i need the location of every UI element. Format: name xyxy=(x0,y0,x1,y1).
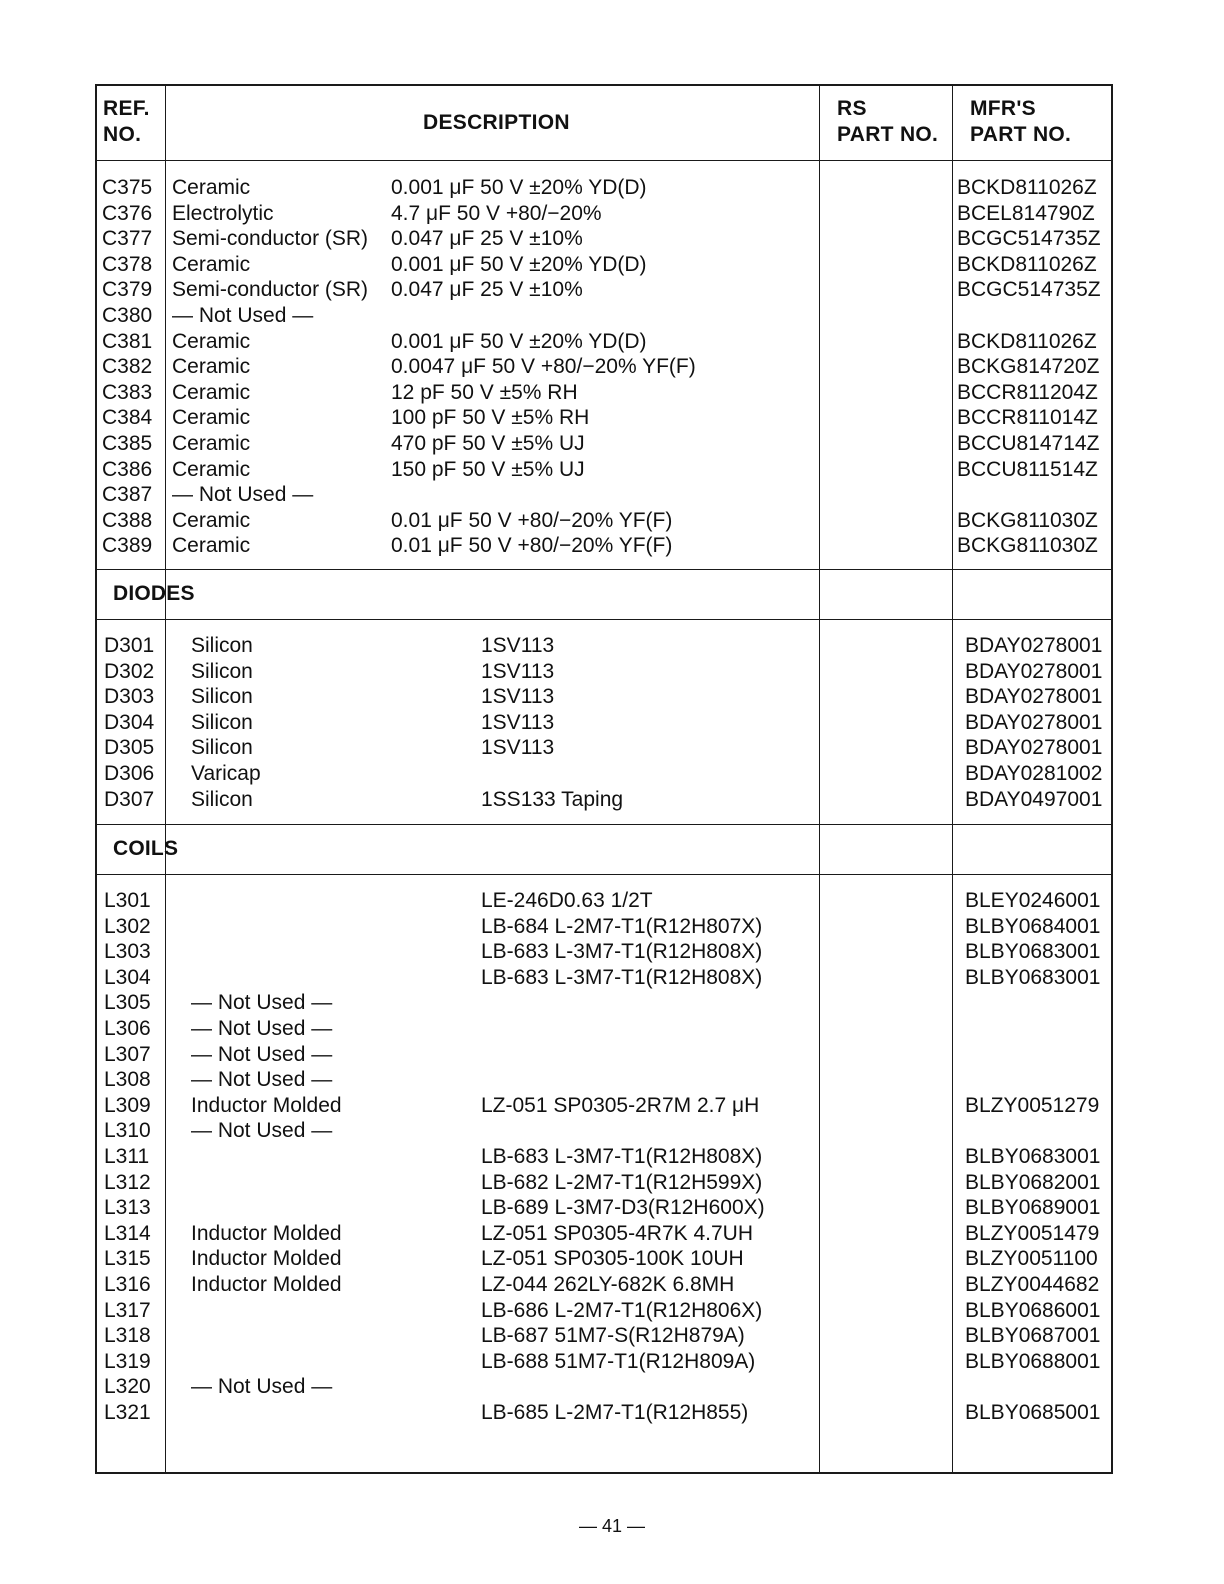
coil-row xyxy=(97,1349,1111,1375)
value: LB-686 L-2M7-T1(R12H806X) xyxy=(481,1298,763,1322)
coil-row xyxy=(97,1400,1111,1426)
capacitor-row xyxy=(97,457,1111,483)
mfr-part-no: BLBY0683001 xyxy=(965,965,1101,989)
coil-row xyxy=(97,1374,1111,1400)
ref-no: L301 xyxy=(104,889,151,912)
mfr-part-no: BDAY0497001 xyxy=(965,787,1103,811)
coils-top-divider xyxy=(97,824,1111,825)
ref-no: C382 xyxy=(102,355,153,379)
mfr-part-no: BCCU814714Z xyxy=(957,431,1100,455)
value: 0.001 μF 50 V ±20% YD(D) xyxy=(391,176,647,199)
mfr-part-no: BLBY0683001 xyxy=(965,940,1101,964)
ref-no: C377 xyxy=(102,227,153,251)
value: 150 pF 50 V ±5% UJ xyxy=(391,457,585,481)
mfr-part-no: BLBY0682001 xyxy=(965,1170,1101,1194)
ref-no: C381 xyxy=(102,329,153,353)
ref-no: C383 xyxy=(102,380,153,404)
capacitor-row xyxy=(97,252,1111,278)
diodes-bottom-divider xyxy=(97,619,1111,620)
ref-no: L305 xyxy=(104,991,151,1015)
coil-rows xyxy=(97,888,1111,1425)
diodes-top-divider xyxy=(97,569,1111,570)
header-description: DESCRIPTION xyxy=(423,111,570,134)
diode-row xyxy=(97,710,1111,736)
mfr-part-no: BDAY0278001 xyxy=(965,659,1103,683)
ref-no: L309 xyxy=(104,1093,151,1117)
description: Ceramic xyxy=(172,176,251,199)
capacitor-row xyxy=(97,329,1111,355)
header-divider xyxy=(97,160,1111,161)
ref-no: D303 xyxy=(104,685,155,709)
ref-no: L308 xyxy=(104,1068,151,1092)
ref-no: L311 xyxy=(104,1144,150,1168)
mfr-part-no: BCKD811026Z xyxy=(957,252,1097,276)
description: Silicon xyxy=(191,736,253,760)
ref-no: C389 xyxy=(102,534,153,558)
description: Ceramic xyxy=(172,406,251,430)
capacitor-row xyxy=(97,405,1111,431)
ref-no: C379 xyxy=(102,278,153,302)
description: — Not Used — xyxy=(191,1016,333,1040)
description: Silicon xyxy=(191,659,253,683)
coil-row xyxy=(97,1067,1111,1093)
mfr-part-no: BLBY0687001 xyxy=(965,1324,1101,1348)
value: 100 pF 50 V ±5% RH xyxy=(391,406,590,430)
value: LZ-051 SP0305-2R7M 2.7 μH xyxy=(481,1093,760,1117)
ref-no: C386 xyxy=(102,457,153,481)
diode-row xyxy=(97,684,1111,710)
description: Silicon xyxy=(191,685,253,709)
value: 1SV113 xyxy=(481,659,555,683)
coil-row xyxy=(97,1144,1111,1170)
coil-row xyxy=(97,1298,1111,1324)
diode-row xyxy=(97,633,1111,659)
description: — Not Used — xyxy=(191,1375,333,1399)
value: 1SV113 xyxy=(481,736,555,760)
ref-no: L318 xyxy=(104,1324,151,1348)
value: 0.047 μF 25 V ±10% xyxy=(391,227,583,251)
description: Ceramic xyxy=(172,457,251,481)
mfr-part-no: BLZY0044682 xyxy=(965,1272,1100,1296)
value: LB-687 51M7-S(R12H879A) xyxy=(481,1324,745,1348)
ref-no: C387 xyxy=(102,483,153,507)
header-ref-no: REF. NO. xyxy=(103,97,150,146)
description: Silicon xyxy=(191,634,253,657)
coil-row xyxy=(97,1170,1111,1196)
diode-row xyxy=(97,761,1111,787)
ref-no: L319 xyxy=(104,1349,151,1373)
description: Electrolytic xyxy=(172,201,274,225)
mfr-part-no: BLZY0051100 xyxy=(965,1247,1098,1271)
ref-no: C385 xyxy=(102,431,153,455)
value: 0.001 μF 50 V ±20% YD(D) xyxy=(391,252,647,276)
description: — Not Used — xyxy=(191,991,333,1015)
header-mfr-part-no: MFR'S PART NO. xyxy=(970,97,1072,146)
mfr-part-no: BCCR811014Z xyxy=(957,406,1098,430)
capacitor-row xyxy=(97,277,1111,303)
coil-row xyxy=(97,1042,1111,1068)
value: 1SS133 Taping xyxy=(481,787,624,811)
ref-no: L306 xyxy=(104,1016,151,1040)
coil-row xyxy=(97,888,1111,914)
value: 0.047 μF 25 V ±10% xyxy=(391,278,583,302)
capacitor-row xyxy=(97,431,1111,457)
value: LZ-051 SP0305-4R7K 4.7UH xyxy=(481,1221,753,1245)
ref-no: C378 xyxy=(102,252,153,276)
mfr-part-no: BCKG811030Z xyxy=(957,534,1098,558)
value: LB-689 L-3M7-D3(R12H600X) xyxy=(481,1196,765,1220)
ref-no: C380 xyxy=(102,303,153,327)
mfr-part-no: BDAY0278001 xyxy=(965,710,1103,734)
ref-no: L316 xyxy=(104,1272,151,1296)
description: Semi-conductor (SR) xyxy=(172,278,369,302)
value: LB-683 L-3M7-T1(R12H808X) xyxy=(481,965,763,989)
value: LB-683 L-3M7-T1(R12H808X) xyxy=(481,1144,763,1168)
description: Ceramic xyxy=(172,508,251,532)
coil-row xyxy=(97,1272,1111,1298)
mfr-part-no: BCKD811026Z xyxy=(957,176,1097,199)
coil-row xyxy=(97,965,1111,991)
ref-no: C388 xyxy=(102,508,153,532)
description: Ceramic xyxy=(172,534,251,558)
ref-no: L317 xyxy=(104,1298,151,1322)
ref-no: L314 xyxy=(104,1221,151,1245)
coils-bottom-divider xyxy=(97,874,1111,875)
ref-no: C375 xyxy=(102,176,153,199)
description: Inductor Molded xyxy=(191,1221,342,1245)
mfr-part-no: BDAY0281002 xyxy=(965,761,1103,785)
ref-no: L302 xyxy=(104,914,151,938)
mfr-part-no: BLZY0051279 xyxy=(965,1093,1100,1117)
description: Inductor Molded xyxy=(191,1093,342,1117)
description: — Not Used — xyxy=(191,1068,333,1092)
value: 0.01 μF 50 V +80/−20% YF(F) xyxy=(391,534,673,558)
value: 4.7 μF 50 V +80/−20% xyxy=(391,201,602,225)
ref-no: D304 xyxy=(104,710,155,734)
ref-no: L304 xyxy=(104,965,151,989)
value: LB-683 L-3M7-T1(R12H808X) xyxy=(481,940,763,964)
capacitor-row xyxy=(97,533,1111,559)
value: 12 pF 50 V ±5% RH xyxy=(391,380,578,404)
ref-no: D302 xyxy=(104,659,155,683)
coil-row xyxy=(97,1246,1111,1272)
value: LB-688 51M7-T1(R12H809A) xyxy=(481,1349,756,1373)
ref-no: D305 xyxy=(104,736,155,760)
mfr-part-no: BLEY0246001 xyxy=(965,889,1101,912)
ref-no: L310 xyxy=(104,1119,151,1143)
mfr-part-no: BCCU811514Z xyxy=(957,457,1098,481)
mfr-part-no: BCGC514735Z xyxy=(957,278,1101,302)
parts-table xyxy=(95,84,1113,1474)
ref-no: L303 xyxy=(104,940,151,964)
value: 470 pF 50 V ±5% UJ xyxy=(391,431,585,455)
coil-row xyxy=(97,1093,1111,1119)
mfr-part-no: BLBY0688001 xyxy=(965,1349,1101,1373)
description: — Not Used — xyxy=(191,1042,333,1066)
value: 0.001 μF 50 V ±20% YD(D) xyxy=(391,329,647,353)
coil-row xyxy=(97,1118,1111,1144)
mfr-part-no: BDAY0278001 xyxy=(965,736,1103,760)
ref-no: C384 xyxy=(102,406,153,430)
capacitor-row xyxy=(97,380,1111,406)
value: LZ-051 SP0305-100K 10UH xyxy=(481,1247,744,1271)
value: 1SV113 xyxy=(481,710,555,734)
mfr-part-no: BDAY0278001 xyxy=(965,685,1103,709)
coil-row xyxy=(97,1016,1111,1042)
value: LE-246D0.63 1/2T xyxy=(481,889,653,912)
value: 0.01 μF 50 V +80/−20% YF(F) xyxy=(391,508,673,532)
value: 0.0047 μF 50 V +80/−20% YF(F) xyxy=(391,355,696,379)
header-rs-part-no: RS PART NO. xyxy=(837,97,939,146)
description: Varicap xyxy=(191,761,261,785)
value: 1SV113 xyxy=(481,685,555,709)
capacitor-row xyxy=(97,508,1111,534)
ref-no: L312 xyxy=(104,1170,151,1194)
description: Silicon xyxy=(191,787,253,811)
ref-no: L313 xyxy=(104,1196,151,1220)
diode-rows xyxy=(97,633,1111,812)
mfr-part-no: BLBY0685001 xyxy=(965,1400,1101,1424)
capacitor-row xyxy=(97,303,1111,329)
description: — Not Used — xyxy=(172,483,314,507)
coil-row xyxy=(97,990,1111,1016)
ref-no: D306 xyxy=(104,761,155,785)
mfr-part-no: BLZY0051479 xyxy=(965,1221,1100,1245)
diodes-section-title: DIODES xyxy=(113,582,195,605)
description: Silicon xyxy=(191,710,253,734)
value: 1SV113 xyxy=(481,634,555,657)
mfr-part-no: BLBY0689001 xyxy=(965,1196,1101,1220)
value: LB-682 L-2M7-T1(R12H599X) xyxy=(481,1170,763,1194)
mfr-part-no: BCKG811030Z xyxy=(957,508,1098,532)
mfr-part-no: BDAY0278001 xyxy=(965,634,1103,657)
description: Ceramic xyxy=(172,329,251,353)
mfr-part-no: BLBY0683001 xyxy=(965,1144,1101,1168)
mfr-part-no: BLBY0686001 xyxy=(965,1298,1101,1322)
ref-no: L321 xyxy=(104,1400,151,1424)
capacitor-row xyxy=(97,354,1111,380)
coil-row xyxy=(97,1323,1111,1349)
diode-row xyxy=(97,787,1111,813)
mfr-part-no: BLBY0684001 xyxy=(965,914,1101,938)
description: Ceramic xyxy=(172,380,251,404)
page-number: — 41 — xyxy=(578,1516,646,1536)
description: Inductor Molded xyxy=(191,1247,342,1271)
capacitor-row xyxy=(97,201,1111,227)
ref-no: C376 xyxy=(102,201,153,225)
value: LB-684 L-2M7-T1(R12H807X) xyxy=(481,914,763,938)
mfr-part-no: BCEL814790Z xyxy=(957,201,1095,225)
description: — Not Used — xyxy=(191,1119,333,1143)
description: Ceramic xyxy=(172,355,251,379)
diode-row xyxy=(97,659,1111,685)
description: Semi-conductor (SR) xyxy=(172,227,369,251)
diode-row xyxy=(97,735,1111,761)
ref-no: L307 xyxy=(104,1042,151,1066)
capacitor-row xyxy=(97,482,1111,508)
coil-row xyxy=(97,1195,1111,1221)
coils-section-title: COILS xyxy=(113,837,179,860)
mfr-part-no: BCGC514735Z xyxy=(957,227,1101,251)
coil-row xyxy=(97,914,1111,940)
mfr-part-no: BCCR811204Z xyxy=(957,380,1098,404)
capacitor-row xyxy=(97,175,1111,201)
value: LB-685 L-2M7-T1(R12H855) xyxy=(481,1400,749,1424)
value: LZ-044 262LY-682K 6.8MH xyxy=(481,1272,735,1296)
mfr-part-no: BCKG814720Z xyxy=(957,355,1100,379)
ref-no: L315 xyxy=(104,1247,151,1271)
capacitor-rows xyxy=(97,175,1111,559)
capacitor-row xyxy=(97,226,1111,252)
coil-row xyxy=(97,1221,1111,1247)
description: — Not Used — xyxy=(172,303,314,327)
coil-row xyxy=(97,939,1111,965)
ref-no: L320 xyxy=(104,1375,151,1399)
ref-no: D301 xyxy=(104,634,155,657)
description: Inductor Molded xyxy=(191,1272,342,1296)
ref-no: D307 xyxy=(104,787,155,811)
description: Ceramic xyxy=(172,252,251,276)
description: Ceramic xyxy=(172,431,251,455)
mfr-part-no: BCKD811026Z xyxy=(957,329,1097,353)
